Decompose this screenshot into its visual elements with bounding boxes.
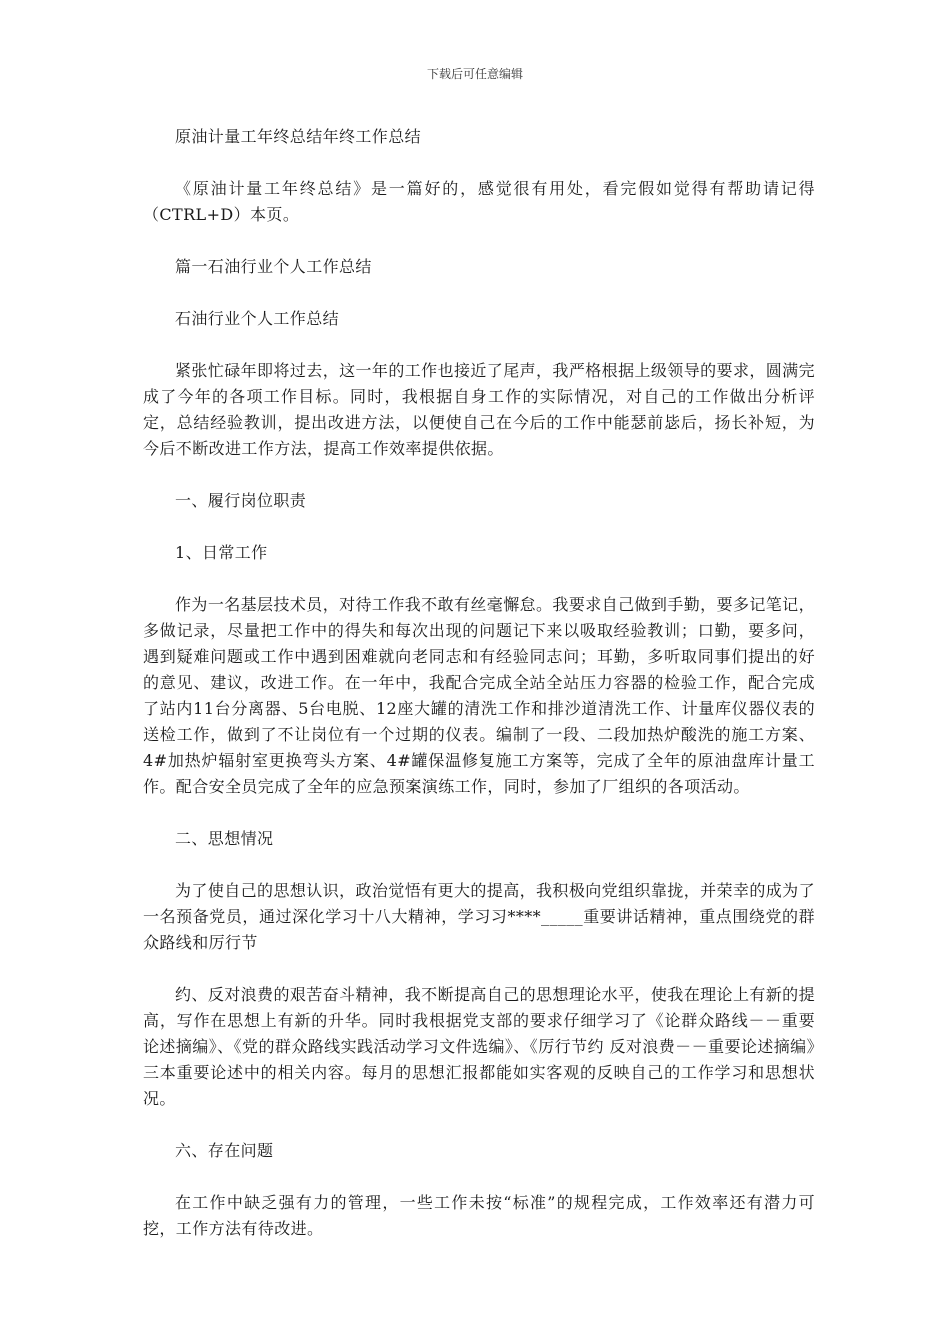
section-heading-thought: 二、思想情况 [175, 829, 274, 848]
document-title: 原油计量工年终总结年终工作总结 [175, 127, 422, 146]
opening-paragraph: 紧张忙碌年即将过去，这一年的工作也接近了尾声，我严格根据上级领导的要求，圆满完成了今年的各项工作目标。同时，我根据自身工作的实际情况，对自己的工作做出分析评定，总结经验教训，提出改进方法，以便使自己在今后的工作中能瑟前毖后，扬长补短，为今后不断改进工作方法，提高工作效率提供依据。 [143, 361, 815, 458]
intro-paragraph: 《原油计量工年终总结》是一篇好的，感觉很有用处，看完假如觉得有帮助请记得（CTRL+D）本页。 [143, 179, 815, 224]
document-body [143, 124, 815, 1242]
chapter-title: 篇一石油行业个人工作总结 [175, 257, 372, 276]
daily-work-paragraph: 作为一名基层技术员，对待工作我不敢有丝毫懈怠。我要求自己做到手勤，要多记笔记，多做记录，尽量把工作中的得失和每次出现的问题记下来以吸取经验教训；口勤，要多问，遇到疑难问题或工作中遇到困难就向老同志和有经验同志问；耳勤，多听取同事们提出的好的意见、建议，改进工作。在一年中，我配合完成全站全站压力容器的检验工作，配合完成了站内11台分离器、5台电脱、12座大罐的清洗工作和排沙道清洗工作、计量库仪器仪表的送检工作，做到了不让岗位有一个过期的仪表。编制了一段、二段加热炉酸洗的施工方案、4#加热炉辐射室更换弯头方案、4#罐保温修复施工方案等，完成了全年的原油盘库计量工作。配合安全员完成了全年的应急预案演练工作，同时，参加了厂组织的各项活动。 [143, 595, 815, 796]
thought-paragraph-2: 约、反对浪费的艰苦奋斗精神，我不断提高自己的思想理论水平，使我在理论上有新的提高，写作在思想上有新的升华。同时我根据党支部的要求仔细学习了《论群众路线－－重要论述摘编》、《党的群众路线实践活动学习文件选编》、《厉行节约 反对浪费－－重要论述摘编》三本重要论述中的相关内容。每月的思想汇报都能如实客观的反映自己的工作学习和思想状况。 [143, 985, 815, 1108]
section-heading-problems: 六、存在问题 [175, 1141, 274, 1160]
subsection-heading-daily-work: 1、日常工作 [175, 543, 268, 562]
page-header-note: 下载后可任意编辑 [426, 67, 523, 81]
thought-paragraph-1: 为了使自己的思想认识，政治觉悟有更大的提高，我积极向党组织靠拢，并荣幸的成为了一名预备党员，通过深化学习十八大精神，学习习****_____重要讲话精神，重点围绕党的群众路线和厉行节 [143, 881, 815, 952]
section-heading-duties: 一、履行岗位职责 [175, 491, 307, 510]
problems-paragraph: 在工作中缺乏强有力的管理，一些工作未按“标准”的规程完成，工作效率还有潜力可挖，工作方法有待改进。 [143, 1193, 815, 1238]
sub-title: 石油行业个人工作总结 [175, 309, 340, 328]
